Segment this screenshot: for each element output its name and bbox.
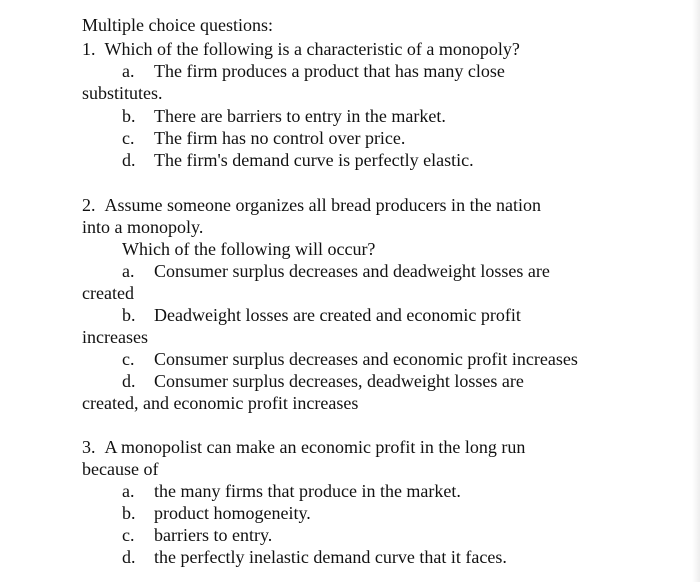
q2-option-b-continued: increases [82,327,148,347]
question-text: Which of the following is a characteristic of a monopoly? [104,39,520,59]
option-letter: c. [122,525,135,545]
option-letter: d. [122,371,136,391]
q2-option-d[interactable] [122,370,524,392]
q2-option-a-continued: created [82,283,134,303]
question-number: 1. [82,39,96,59]
q1-option-a-continued: substitutes. [82,83,163,103]
option-letter: b. [122,305,136,325]
option-letter: b. [122,503,136,523]
q1-option-a[interactable] [122,60,505,82]
q2-option-c[interactable] [122,348,578,370]
question-1-stem [82,38,520,60]
option-text: the perfectly inelastic demand curve that it faces. [154,547,507,567]
question-number: 3. [82,437,96,457]
option-letter: a. [122,261,135,281]
page-edge-shadow [692,0,700,582]
option-text: The firm produces a product that has many close [154,61,505,81]
option-text: Consumer surplus decreases and economic profit increases [154,349,578,369]
question-3-stem [82,436,525,458]
q1-option-c[interactable] [122,127,405,149]
q3-option-d[interactable] [122,546,507,568]
option-letter: d. [122,547,136,567]
option-text: product homogeneity. [154,503,311,523]
option-letter: b. [122,106,136,126]
option-letter: a. [122,61,135,81]
q3-option-c[interactable] [122,524,272,546]
q1-option-b[interactable] [122,105,446,127]
option-letter: a. [122,481,135,501]
q3-option-a[interactable] [122,480,461,502]
question-3-stem-continued: because of [82,459,159,479]
option-text: barriers to entry. [154,525,273,545]
question-2-stem-continued: into a monopoly. [82,217,204,237]
question-text: A monopolist can make an economic profit in the long run [104,437,526,457]
question-2-stem [82,194,541,216]
q2-option-a[interactable] [122,260,550,282]
option-text: There are barriers to entry in the market. [154,106,446,126]
option-text: Consumer surplus decreases, deadweight losses are [154,371,524,391]
option-letter: c. [122,128,135,148]
q2-option-d-continued: created, and economic profit increases [82,393,359,413]
question-number: 2. [82,195,96,215]
q3-option-b[interactable] [122,502,311,524]
option-text: the many firms that produce in the market. [154,481,461,501]
page-heading: Multiple choice questions: [82,15,273,35]
option-letter: d. [122,150,136,170]
question-text: Assume someone organizes all bread producers in the nation [104,195,542,215]
option-letter: c. [122,349,135,369]
option-text: The firm's demand curve is perfectly elastic. [154,150,474,170]
q2-option-b[interactable] [122,304,521,326]
option-text: Deadweight losses are created and economic profit [154,305,521,325]
option-text: The firm has no control over price. [154,128,406,148]
option-text: Consumer surplus decreases and deadweight losses are [154,261,550,281]
question-2-prompt: Which of the following will occur? [122,239,376,259]
q1-option-d[interactable] [122,149,474,171]
